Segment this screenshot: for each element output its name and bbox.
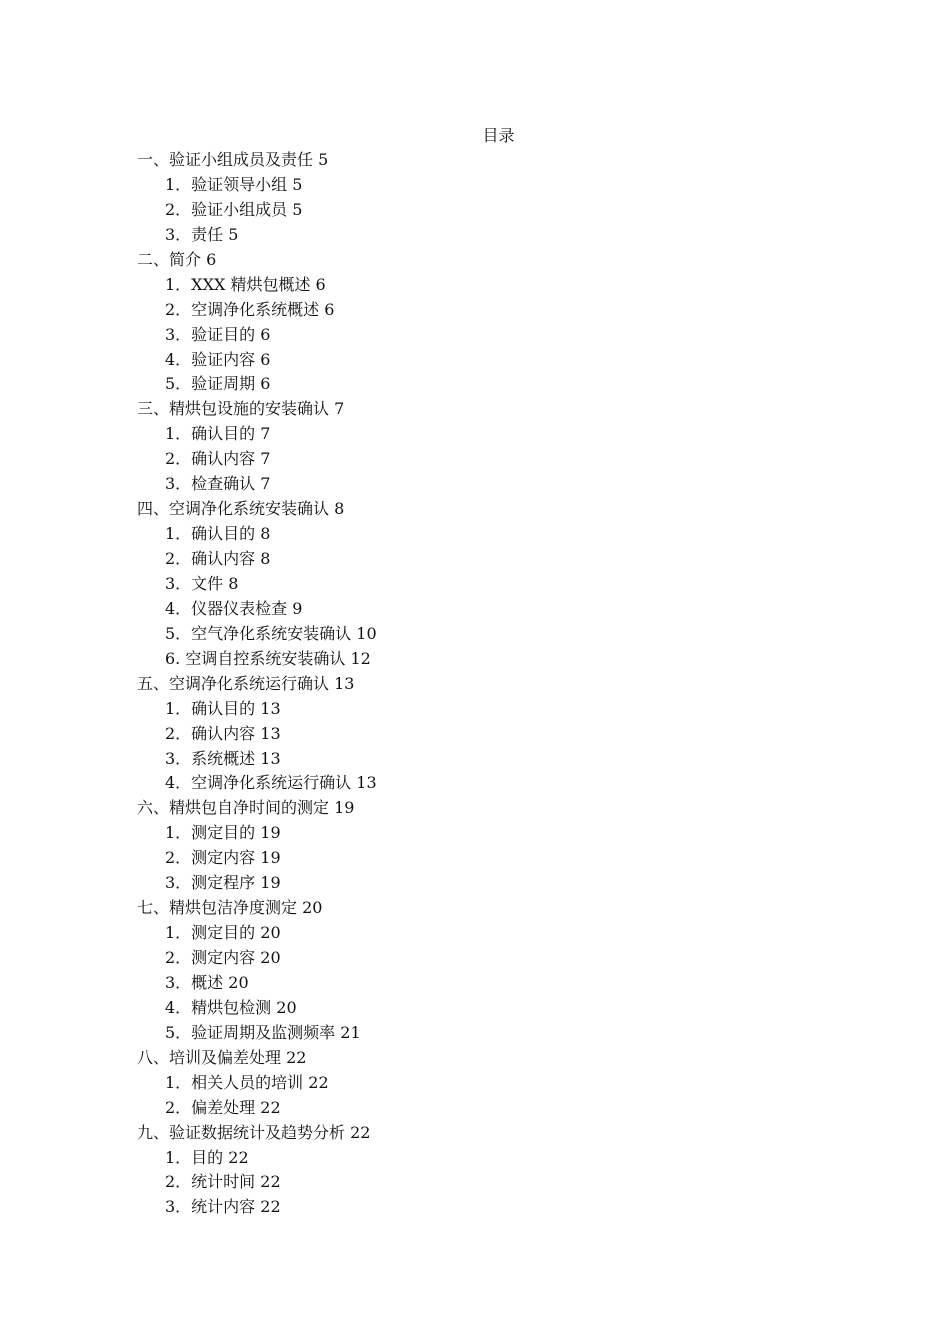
toc-subsection-item: 5．验证周期 6	[165, 374, 271, 394]
toc-subsection-item: 3．责任 5	[165, 224, 239, 244]
toc-subsection-item: 3．验证目的 6	[165, 324, 271, 344]
toc-subsection-item: 2．测定内容 20	[165, 948, 281, 967]
toc-subsection-item: 1．确认目的 7	[165, 424, 271, 444]
toc-subsection-item: 3．检查确认 7	[165, 474, 271, 494]
toc-title: 目录	[482, 126, 515, 145]
toc-section-heading: 二、简介 6	[137, 249, 217, 269]
toc-subsection-item: 3．概述 20	[165, 972, 249, 992]
toc-subsection-item: 1．确认目的 13	[165, 698, 281, 718]
toc-subsection-item: 4．仪器仪表检查 9	[165, 598, 303, 618]
toc-subsection-item: 5．空气净化系统安装确认 10	[165, 623, 377, 643]
toc-subsection-item: 1．相关人员的培训 22	[165, 1072, 329, 1092]
toc-section-heading: 六、精烘包自净时间的测定 19	[137, 798, 355, 818]
toc-subsection-item: 2．确认内容 13	[165, 723, 281, 743]
toc-subsection-item: 3．系统概述 13	[165, 748, 281, 768]
toc-subsection-item: 3．文件 8	[165, 573, 239, 593]
toc-subsection-item: 2．统计时间 22	[165, 1172, 281, 1192]
toc-subsection-item: 2．验证小组成员 5	[165, 199, 303, 219]
toc-section-heading: 七、精烘包洁净度测定 20	[137, 898, 323, 918]
toc-section-heading: 三、精烘包设施的安装确认 7	[137, 399, 345, 419]
toc-subsection-item: 3．统计内容 22	[165, 1197, 281, 1217]
toc-subsection-item: 1．目的 22	[165, 1147, 249, 1167]
toc-section-heading: 一、验证小组成员及责任 5	[137, 150, 329, 169]
toc-subsection-item: 6. 空调自控系统安装确认 12	[165, 648, 371, 668]
toc-subsection-item: 5．验证周期及监测频率 21	[165, 1022, 361, 1042]
toc-subsection-item: 4．验证内容 6	[165, 349, 271, 369]
toc-list	[137, 148, 377, 1220]
toc-subsection-item: 1．验证领导小组 5	[165, 174, 303, 194]
toc-section-heading: 九、验证数据统计及趋势分析 22	[137, 1122, 371, 1142]
toc-section-heading: 五、空调净化系统运行确认 13	[137, 673, 355, 693]
toc-subsection-item: 2．测定内容 19	[165, 848, 281, 868]
toc-subsection-item: 2．空调净化系统概述 6	[165, 299, 335, 319]
toc-subsection-item: 1．XXX 精烘包概述 6	[165, 274, 326, 294]
toc-subsection-item: 1．测定目的 20	[165, 923, 281, 943]
toc-subsection-item: 2．偏差处理 22	[165, 1097, 281, 1117]
toc-subsection-item: 1．确认目的 8	[165, 524, 271, 544]
toc-subsection-item: 2．确认内容 8	[165, 549, 271, 568]
toc-subsection-item: 1．测定目的 19	[165, 823, 281, 843]
toc-subsection-item: 3．测定程序 19	[165, 873, 281, 893]
toc-subsection-item: 2．确认内容 7	[165, 449, 271, 469]
toc-section-heading: 四、空调净化系统安装确认 8	[137, 499, 345, 519]
toc-subsection-item: 4．精烘包检测 20	[165, 997, 297, 1017]
toc-section-heading: 八、培训及偏差处理 22	[137, 1047, 307, 1067]
toc-subsection-item: 4．空调净化系统运行确认 13	[165, 773, 377, 793]
